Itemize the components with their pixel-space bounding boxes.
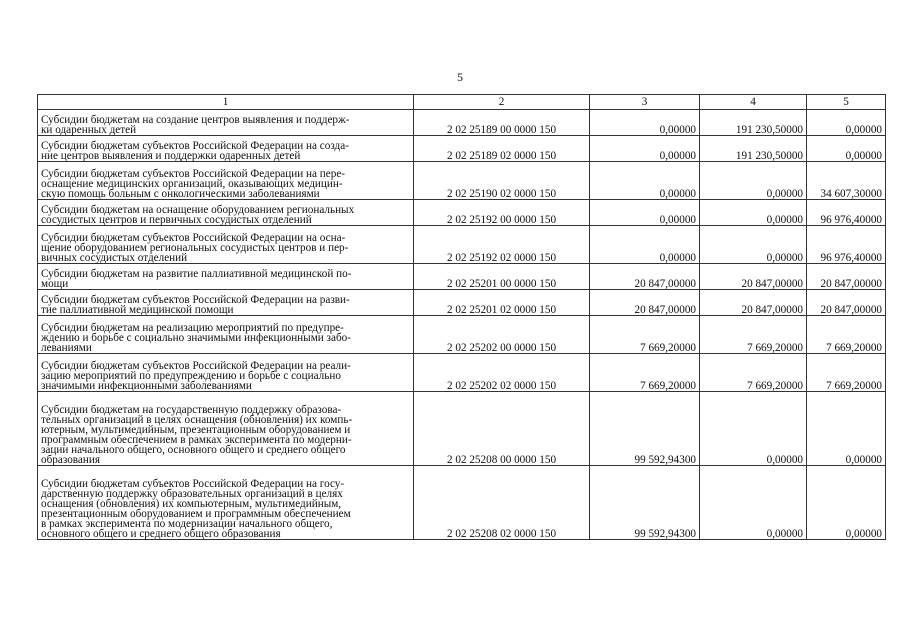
description-line: скую помощь больным с онкологическими заболеваниями [41,188,320,200]
description-line: Субсидии бюджетам субъектов Российской Федерации на созда- [41,140,349,152]
header-row [38,95,886,110]
value-col4-cell: 20 847,00000 [700,290,807,316]
value-col3-cell: 0,00000 [590,110,700,136]
value-col4-cell: 191 230,50000 [700,136,807,162]
value-col3-cell: 0,00000 [590,136,700,162]
description-line: щение оборудованием региональных сосудистых центров и пер- [41,242,349,254]
description-line: Субсидии бюджетам субъектов Российской Федерации на разви- [41,294,350,306]
table-row [38,200,886,226]
description-line: Субсидии бюджетам на государственную поддержку образова- [41,404,342,416]
column-header: 2 [414,95,590,110]
value-col3-cell: 20 847,00000 [590,264,700,290]
description-line: сосудистых центров и первичных сосудистых отделений [41,214,312,226]
row-description [38,354,414,392]
description-line: ждению и борьбе с социально значимыми инфекционными забо- [41,332,351,344]
value-col5-cell: 34 607,30000 [807,162,886,200]
table-row [38,392,886,466]
budget-code-cell: 2 02 25208 00 0000 150 [414,392,590,466]
column-header: 3 [590,95,700,110]
value-col5-cell: 20 847,00000 [807,290,886,316]
value-col5-cell: 0,00000 [807,392,886,466]
table-row [38,466,886,540]
description-line: Субсидии бюджетам субъектов Российской Федерации на госу- [41,478,345,490]
row-description [38,264,414,290]
value-col5-cell: 7 669,20000 [807,354,886,392]
description-line: вичных сосудистых отделений [41,252,188,264]
value-col5-cell: 0,00000 [807,136,886,162]
description-line: Субсидии бюджетам субъектов Российской Федерации на реали- [41,360,351,372]
description-line: в рамках эксперимента по модернизации начального общего, [41,518,333,530]
value-col4-cell: 0,00000 [700,200,807,226]
description-line: оснащения (обновления) их компьютерным, мультимедийным, [41,498,342,510]
table-row [38,136,886,162]
value-col3-cell: 7 669,20000 [590,354,700,392]
description-line: значимыми инфекционными заболеваниями [41,380,252,392]
description-line: Субсидии бюджетам субъектов Российской Федерации на осна- [41,232,346,244]
row-description [38,226,414,264]
value-col5-cell: 0,00000 [807,466,886,540]
value-col3-cell: 0,00000 [590,226,700,264]
budget-code-cell: 2 02 25190 02 0000 150 [414,162,590,200]
value-col5-cell: 96 976,40000 [807,226,886,264]
description-line: Субсидии бюджетам на оснащение оборудованием региональных [41,204,355,216]
value-col3-cell: 0,00000 [590,162,700,200]
description-line: леваниями [41,342,92,354]
table-row [38,110,886,136]
page-number: 5 [457,70,463,84]
budget-code-cell: 2 02 25202 00 0000 150 [414,316,590,354]
value-col3-cell: 99 592,94300 [590,392,700,466]
row-description [38,162,414,200]
budget-code-cell: 2 02 25192 02 0000 150 [414,226,590,264]
row-description [38,110,414,136]
column-header: 5 [807,95,886,110]
table-row [38,316,886,354]
table-row [38,354,886,392]
description-line: дарственную поддержку образовательных организаций в целях [41,488,343,500]
description-line: Субсидии бюджетам на создание центров выявления и поддерж- [41,114,350,126]
value-col5-cell: 7 669,20000 [807,316,886,354]
description-line: мощи [41,278,69,290]
row-description [38,466,414,540]
value-col5-cell: 0,00000 [807,110,886,136]
value-col3-cell: 99 592,94300 [590,466,700,540]
value-col5-cell: 20 847,00000 [807,264,886,290]
column-header: 4 [700,95,807,110]
description-line: зацию мероприятий по предупреждению и борьбе с социально [41,370,341,382]
description-line: ние центров выявления и поддержки одаренных детей [41,150,301,162]
value-col3-cell: 7 669,20000 [590,316,700,354]
value-col3-cell: 20 847,00000 [590,290,700,316]
description-line: программным обеспечением в рамках эксперимента по модерни- [41,434,352,446]
table-row [38,264,886,290]
row-description [38,316,414,354]
budget-code-cell: 2 02 25201 02 0000 150 [414,290,590,316]
description-line: ютерным, мультимедийным, презентационным оборудованием и [41,424,351,436]
value-col4-cell: 20 847,00000 [700,264,807,290]
column-header: 1 [38,95,414,110]
subsidy-table [37,94,886,540]
value-col4-cell: 0,00000 [700,162,807,200]
description-line: тие паллиативной медицинской помощи [41,304,234,316]
row-description [38,136,414,162]
row-description [38,392,414,466]
description-line: Субсидии бюджетам на развитие паллиативной медицинской по- [41,268,352,280]
table-row [38,226,886,264]
budget-code-cell: 2 02 25189 00 0000 150 [414,110,590,136]
table-row [38,290,886,316]
value-col5-cell: 96 976,40000 [807,200,886,226]
value-col4-cell: 0,00000 [700,392,807,466]
description-line: зации начального общего, основного общего и среднего общего [41,444,346,456]
budget-code-cell: 2 02 25202 02 0000 150 [414,354,590,392]
value-col4-cell: 7 669,20000 [700,354,807,392]
description-line: основного общего и среднего общего образования [41,528,281,540]
value-col4-cell: 0,00000 [700,226,807,264]
description-line: тельных организаций в целях оснащения (обновления) их компь- [41,414,353,426]
row-description [38,290,414,316]
value-col4-cell: 0,00000 [700,466,807,540]
value-col4-cell: 7 669,20000 [700,316,807,354]
description-line: оснащение медицинских организаций, оказывающих медицин- [41,178,343,190]
description-line: Субсидии бюджетам субъектов Российской Федерации на пере- [41,168,346,180]
budget-code-cell: 2 02 25208 02 0000 150 [414,466,590,540]
table-body [38,110,886,540]
row-description [38,200,414,226]
value-col3-cell: 0,00000 [590,200,700,226]
description-line: Субсидии бюджетам на реализацию мероприятий по предупре- [41,322,344,334]
budget-code-cell: 2 02 25189 02 0000 150 [414,136,590,162]
description-line: ки одаренных детей [41,124,137,136]
value-col4-cell: 191 230,50000 [700,110,807,136]
description-line: презентационным оборудованием и программным обеспечением [41,508,351,520]
budget-code-cell: 2 02 25201 00 0000 150 [414,264,590,290]
description-line: образования [41,454,101,466]
budget-code-cell: 2 02 25192 00 0000 150 [414,200,590,226]
table-row [38,162,886,200]
